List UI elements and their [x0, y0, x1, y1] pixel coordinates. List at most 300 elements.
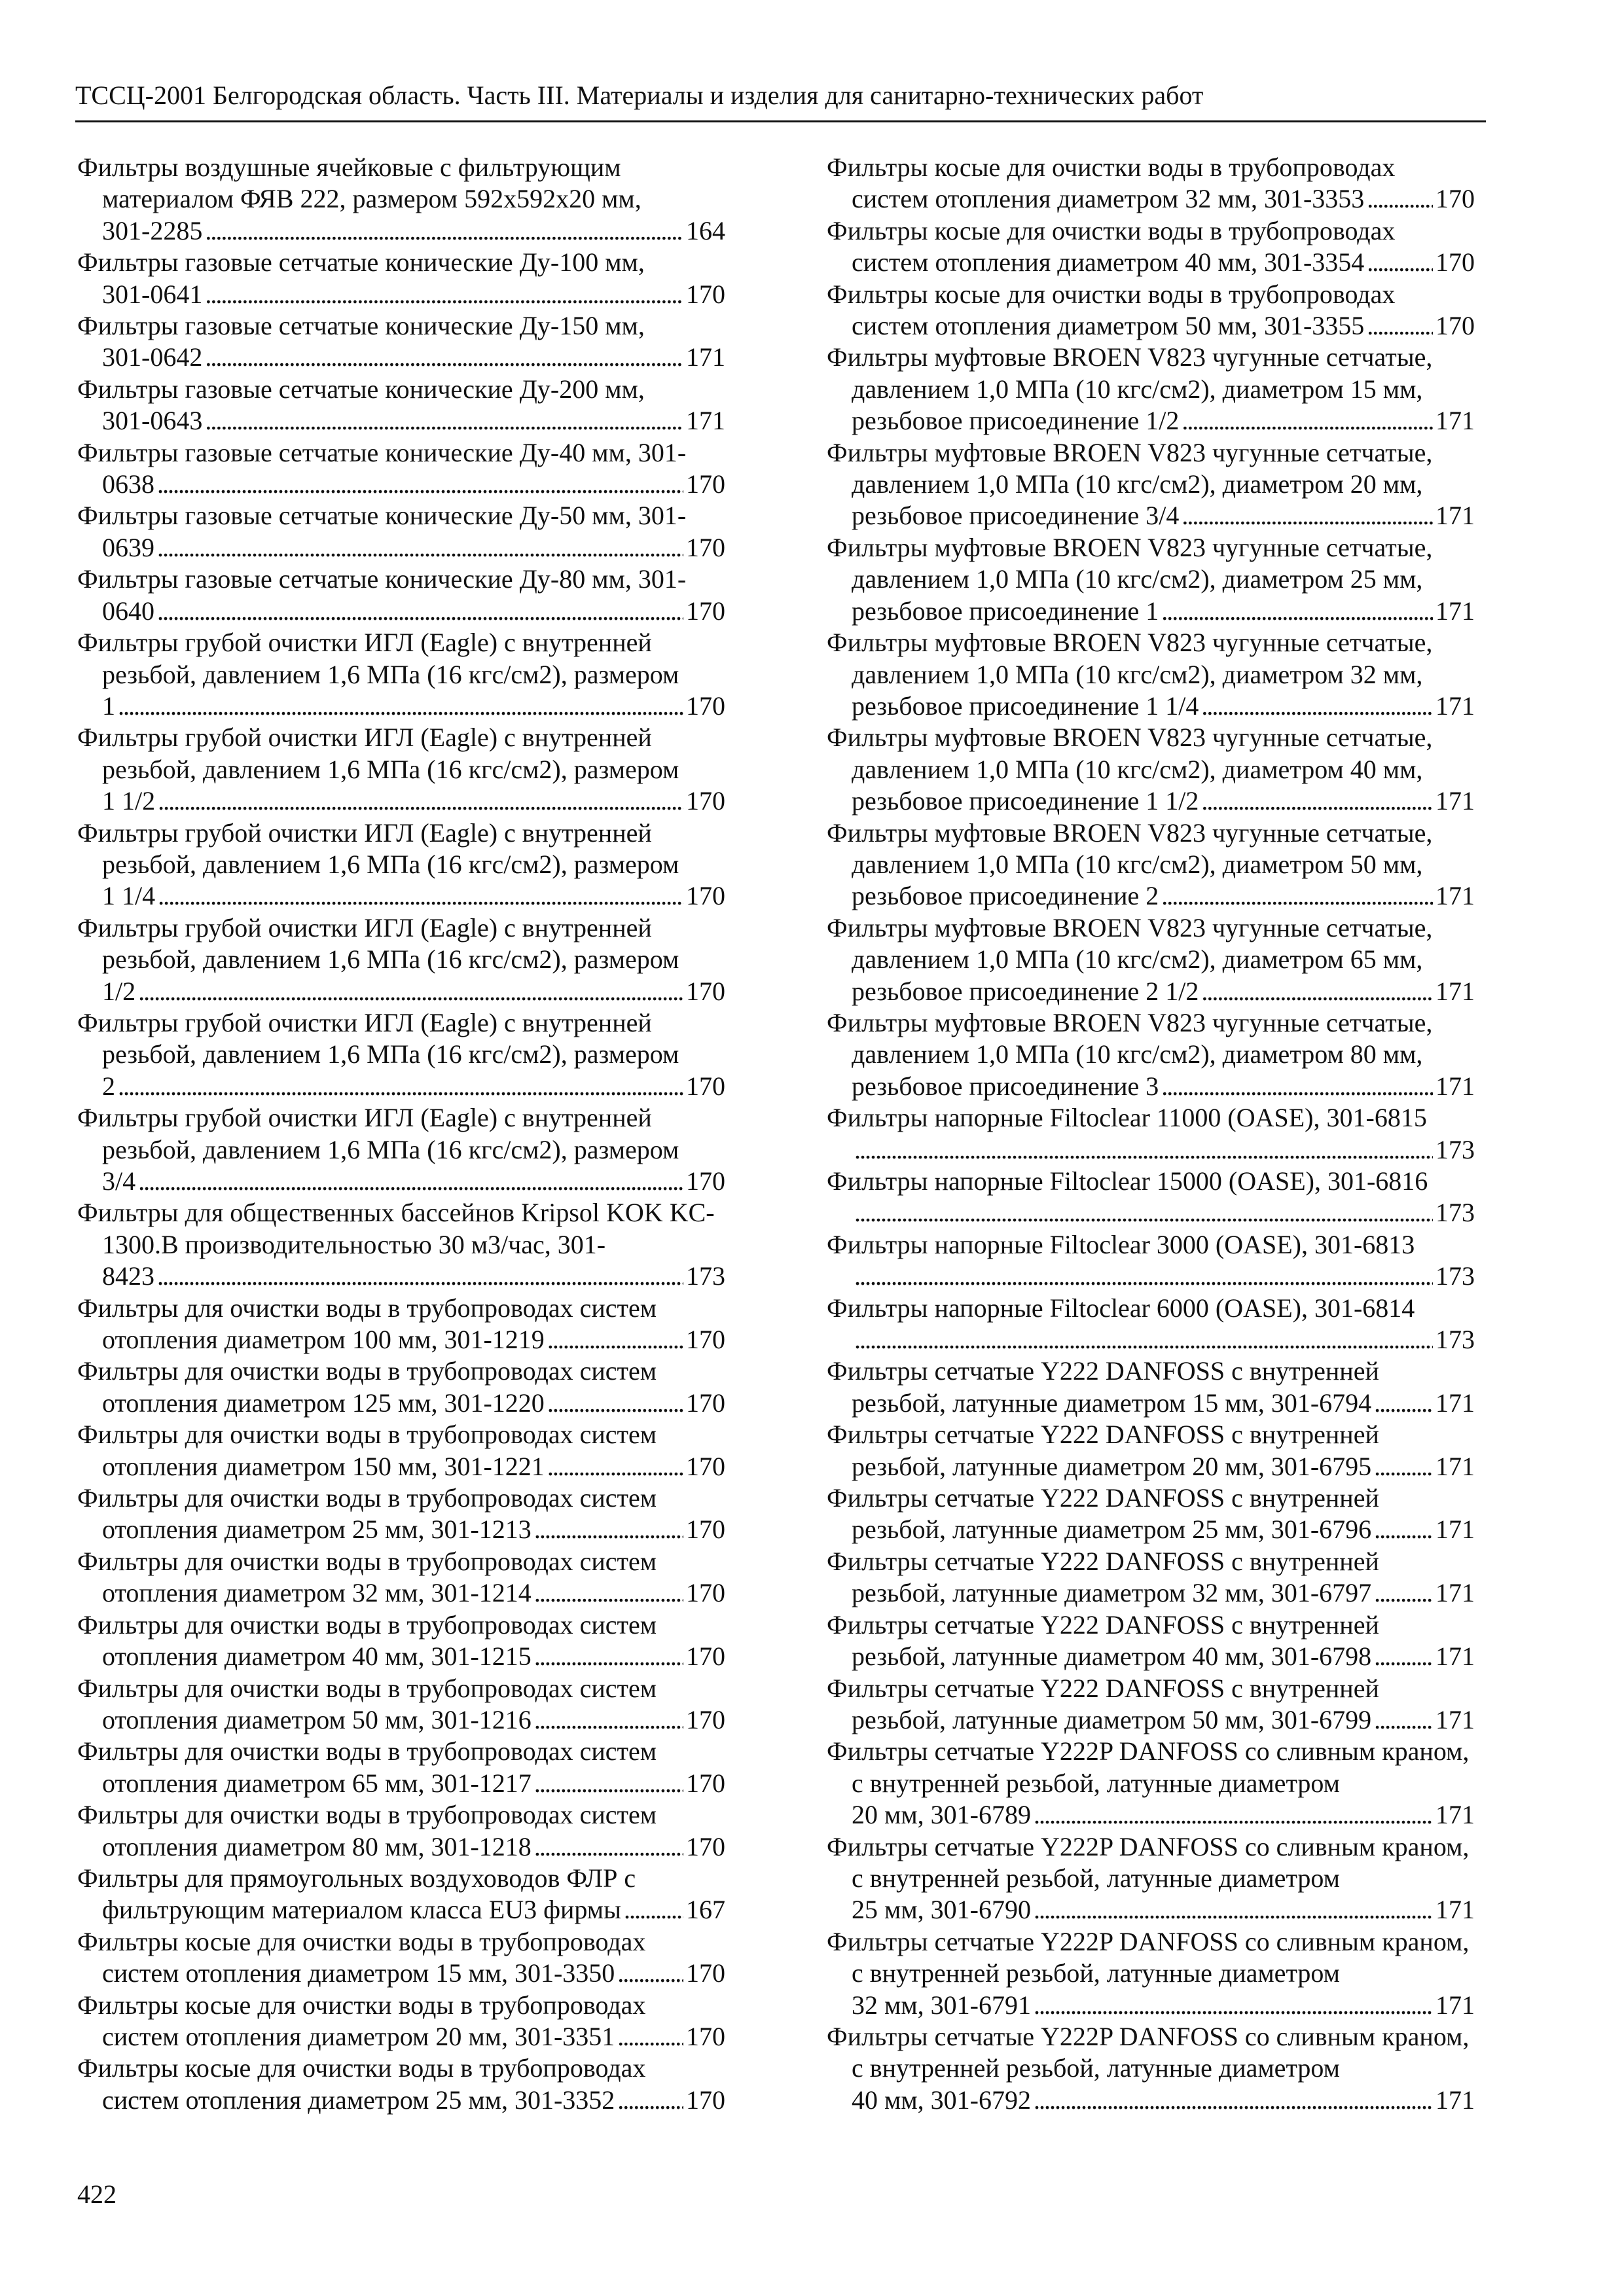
index-entry-tail: резьбой, латунные диаметром 40 мм, 301-6798 — [852, 1641, 1372, 1672]
index-entry-text: Фильтры косые для очистки воды в трубопроводах — [77, 1926, 646, 1956]
index-entry-leader-line — [102, 2085, 725, 2116]
index-entry — [77, 722, 725, 817]
dot-leader — [617, 2085, 683, 2116]
index-entry-text: Фильтры для очистки воды в трубопроводах систем — [77, 1546, 657, 1576]
index-entry-text: Фильтры косые для очистки воды в трубопроводах — [77, 2053, 646, 2083]
index-entry-page-ref: 170 — [686, 976, 725, 1006]
index-entry-tail: отопления диаметром 80 мм, 301-1218 — [102, 1831, 532, 1861]
index-entry — [827, 1736, 1475, 1831]
index-entry-text: Фильтры косые для очистки воды в трубопроводах — [827, 215, 1396, 245]
index-entry-tail: отопления диаметром 25 мм, 301-1213 — [102, 1515, 532, 1545]
index-entry-tail: 301-0643 — [102, 406, 203, 436]
index-entry — [827, 1166, 1475, 1229]
index-entry-tail: резьбовое присоединение 1 — [852, 596, 1159, 626]
index-entry — [827, 1229, 1475, 1293]
index-entry-page-ref: 173 — [686, 1261, 725, 1291]
dot-leader — [1161, 596, 1433, 627]
index-entry-page-ref: 171 — [1435, 501, 1475, 531]
index-entry — [77, 1102, 725, 1197]
index-entry-page-ref: 170 — [686, 2021, 725, 2051]
index-entry-tail: 1 1/4 — [102, 881, 156, 911]
dot-leader — [1374, 1514, 1433, 1545]
index-entry — [77, 627, 725, 722]
index-entry-tail: отопления диаметром 65 мм, 301-1217 — [102, 1768, 532, 1798]
index-entry-text: Фильтры муфтовые BROEN V823 чугунные сетчатые, давлением 1,0 МПа (10 кгс/см2), диаметром 50 мм, — [827, 817, 1433, 879]
index-entry-leader-line — [102, 279, 725, 310]
index-entry-tail: 2 — [102, 1071, 115, 1101]
index-entry — [77, 1990, 725, 2053]
index-entry-tail: резьбой, латунные диаметром 32 мм, 301-6797 — [852, 1578, 1372, 1608]
index-entry-leader-line — [852, 1451, 1475, 1482]
index-entry-page-ref: 170 — [686, 279, 725, 309]
index-entry-page-ref: 171 — [1435, 1071, 1475, 1101]
index-entry-tail: резьбой, латунные диаметром 15 мм, 301-6794 — [852, 1388, 1372, 1418]
index-entry-tail: отопления диаметром 100 мм, 301-1219 — [102, 1325, 545, 1355]
index-entry-tail: 1 — [102, 691, 115, 721]
index-entry-leader-line — [852, 1990, 1475, 2021]
index-entry-text: Фильтры сетчатые Y222 DANFOSS с внутренней — [827, 1420, 1379, 1450]
index-entry — [77, 1926, 725, 1990]
header-rule — [75, 120, 1486, 122]
index-entry-leader-line — [102, 1704, 725, 1736]
index-entry-leader-line — [102, 532, 725, 564]
index-entry-leader-line — [852, 1197, 1475, 1229]
index-entry-leader-line — [852, 691, 1475, 722]
index-entry-leader-line — [852, 1261, 1475, 1292]
index-entry-leader-line — [852, 247, 1475, 278]
dot-leader — [157, 596, 683, 627]
index-entry-text: Фильтры напорные Filtoclear 15000 (OASE), 301-6816 — [827, 1166, 1428, 1196]
index-entry — [827, 817, 1475, 912]
index-entry — [77, 1546, 725, 1609]
index-entry-text: Фильтры косые для очистки воды в трубопроводах — [77, 1990, 646, 2020]
dot-leader — [547, 1451, 683, 1482]
index-entry-text: Фильтры газовые сетчатые конические Ду-200 мм, — [77, 374, 645, 404]
dot-leader — [1034, 2085, 1433, 2116]
index-entry-tail: 301-2285 — [102, 215, 203, 245]
index-entry — [77, 310, 725, 374]
index-entry — [827, 2021, 1475, 2116]
index-entry — [827, 1355, 1475, 1419]
index-entry-page-ref: 171 — [1435, 1895, 1475, 1925]
index-entry-text: Фильтры муфтовые BROEN V823 чугунные сетчатые, давлением 1,0 МПа (10 кгс/см2), диаметром 40 мм, — [827, 723, 1433, 784]
index-entry — [77, 1799, 725, 1863]
index-entry-page-ref: 170 — [686, 1831, 725, 1861]
index-entry-tail: систем отопления диаметром 15 мм, 301-3350 — [102, 1958, 615, 1988]
index-entry-tail: резьбовое присоединение 1 1/2 — [852, 786, 1199, 816]
page-number: 422 — [77, 2179, 117, 2209]
index-entry-page-ref: 171 — [1435, 1990, 1475, 2020]
index-entry — [827, 342, 1475, 437]
index-entry-leader-line — [102, 1514, 725, 1545]
index-entry-leader-line — [102, 215, 725, 247]
index-entry-page-ref: 170 — [686, 532, 725, 562]
index-entry-leader-line — [852, 1577, 1475, 1609]
index-entry — [77, 1673, 725, 1736]
index-entry-tail: резьбовое присоединение 1 1/4 — [852, 691, 1199, 721]
dot-leader — [1374, 1388, 1433, 1419]
index-entry — [77, 1355, 725, 1419]
index-entry-leader-line — [852, 1894, 1475, 1926]
dot-leader — [547, 1388, 683, 1419]
index-entry-leader-line — [102, 1894, 725, 1926]
index-entry-tail: резьбовое присоединение 2 1/2 — [852, 976, 1199, 1006]
index-entry-tail: систем отопления диаметром 40 мм, 301-3354 — [852, 247, 1365, 278]
index-entry-text: Фильтры грубой очистки ИГЛ (Eagle) с внутренней резьбой, давлением 1,6 МПа (16 кгс/см2), размером — [77, 912, 679, 975]
dot-leader — [534, 1514, 683, 1545]
index-entry-page-ref: 171 — [1435, 1800, 1475, 1830]
index-entry-text: Фильтры напорные Filtoclear 3000 (OASE), 301-6813 — [827, 1229, 1415, 1259]
index-entry-text: Фильтры муфтовые BROEN V823 чугунные сетчатые, давлением 1,0 МПа (10 кгс/см2), диаметром 20 мм, — [827, 437, 1433, 499]
index-entry-page-ref: 173 — [1435, 1261, 1475, 1291]
index-entry-tail: 1 1/2 — [102, 786, 156, 816]
index-entry-page-ref: 171 — [1435, 406, 1475, 436]
index-entry-page-ref: 171 — [1435, 691, 1475, 721]
dot-leader — [1034, 1990, 1433, 2021]
index-entry-tail: резьбой, латунные диаметром 20 мм, 301-6795 — [852, 1451, 1372, 1481]
index-entry-page-ref: 170 — [686, 1166, 725, 1196]
index-entry-page-ref: 170 — [686, 1071, 725, 1101]
dot-leader — [1367, 310, 1433, 342]
index-entry-text: Фильтры косые для очистки воды в трубопроводах — [827, 279, 1396, 309]
index-entry-leader-line — [102, 691, 725, 722]
index-entry-tail: резьбовое присоединение 2 — [852, 881, 1159, 911]
index-entry-page-ref: 171 — [1435, 1515, 1475, 1545]
index-entry-leader-line — [852, 1071, 1475, 1102]
index-entry-leader-line — [102, 1641, 725, 1672]
index-entry-page-ref: 170 — [686, 2085, 725, 2115]
index-entry-text: Фильтры муфтовые BROEN V823 чугунные сетчатые, давлением 1,0 МПа (10 кгс/см2), диаметром 15 мм, — [827, 342, 1433, 404]
dot-leader — [157, 1261, 683, 1292]
index-entry-leader-line — [102, 1388, 725, 1419]
index-entry-text: Фильтры сетчатые Y222P DANFOSS со сливным краном, с внутренней резьбой, латунные диаметром — [827, 1736, 1470, 1798]
index-entry-tail: 301-0642 — [102, 342, 203, 372]
dot-leader — [1182, 405, 1433, 437]
index-entry-text: Фильтры газовые сетчатые конические Ду-40 мм, 301- — [77, 437, 687, 467]
index-entry-leader-line — [102, 976, 725, 1007]
dot-leader — [1374, 1451, 1433, 1482]
index-entry-leader-line — [852, 405, 1475, 437]
index-entry-leader-line — [852, 310, 1475, 342]
index-entry-page-ref: 171 — [1435, 1704, 1475, 1734]
index-entry-leader-line — [852, 1134, 1475, 1166]
index-entry-text: Фильтры грубой очистки ИГЛ (Eagle) с внутренней резьбой, давлением 1,6 МПа (16 кгс/см2), размером — [77, 1103, 679, 1164]
index-entry-text: Фильтры напорные Filtoclear 6000 (OASE), 301-6814 — [827, 1293, 1415, 1323]
index-entry-page-ref: 170 — [686, 1641, 725, 1672]
index-entry-text: Фильтры газовые сетчатые конические Ду-100 мм, — [77, 247, 645, 278]
index-entry — [77, 1609, 725, 1673]
index-entry-leader-line — [102, 1768, 725, 1799]
index-entry-text: Фильтры для очистки воды в трубопроводах систем — [77, 1483, 657, 1513]
index-entry-text: Фильтры воздушные ячейковые с фильтрующим материалом ФЯВ 222, размером 592х592х20 мм, — [77, 152, 641, 214]
index-entry-page-ref: 170 — [686, 1704, 725, 1734]
index-entry — [77, 817, 725, 912]
index-entry-text: Фильтры сетчатые Y222P DANFOSS со сливным краном, с внутренней резьбой, латунные диаметром — [827, 2021, 1470, 2083]
index-entry-tail: резьбой, латунные диаметром 50 мм, 301-6799 — [852, 1704, 1372, 1734]
index-entry-tail: 0638 — [102, 469, 154, 499]
dot-leader — [1034, 1894, 1433, 1926]
index-entry-leader-line — [852, 1641, 1475, 1672]
index-entry-text: Фильтры для очистки воды в трубопроводах систем — [77, 1736, 657, 1767]
index-entry-tail: резьбовое присоединение 3 — [852, 1071, 1159, 1101]
index-entry — [77, 374, 725, 437]
index-entry-tail: 3/4 — [102, 1166, 136, 1196]
index-entry-text: Фильтры грубой очистки ИГЛ (Eagle) с внутренней резьбой, давлением 1,6 МПа (16 кгс/см2), размером — [77, 628, 679, 689]
index-entry-page-ref: 170 — [1435, 247, 1475, 278]
index-entry — [77, 247, 725, 310]
dot-leader — [1182, 500, 1433, 531]
index-entry — [827, 1102, 1475, 1166]
index-entry-leader-line — [102, 1324, 725, 1355]
dot-leader — [617, 2021, 683, 2053]
index-entry — [827, 1482, 1475, 1546]
index-entry-leader-line — [852, 1324, 1475, 1355]
dot-leader — [1367, 183, 1433, 215]
index-entry-page-ref: 173 — [1435, 1198, 1475, 1228]
index-entry-leader-line — [102, 596, 725, 627]
index-entry-text: Фильтры напорные Filtoclear 11000 (OASE), 301-6815 — [827, 1103, 1427, 1133]
index-entry-leader-line — [102, 342, 725, 373]
index-entry-text: Фильтры косые для очистки воды в трубопроводах — [827, 152, 1396, 182]
dot-leader — [617, 1958, 683, 1989]
index-entry-text: Фильтры для очистки воды в трубопроводах систем — [77, 1673, 657, 1703]
index-entry-page-ref: 164 — [686, 215, 725, 245]
index-entry-page-ref: 170 — [686, 1958, 725, 1988]
index-entry-leader-line — [102, 1451, 725, 1482]
dot-leader — [534, 1768, 683, 1799]
index-entry-page-ref: 170 — [686, 596, 725, 626]
index-entry — [827, 912, 1475, 1007]
index-entry-tail: отопления диаметром 125 мм, 301-1220 — [102, 1388, 545, 1418]
index-entry-leader-line — [102, 1831, 725, 1863]
index-entry-tail: 20 мм, 301-6789 — [852, 1800, 1031, 1830]
index-entry-tail: фильтрующим материалом класса EU3 фирмы — [102, 1895, 621, 1925]
dot-leader — [854, 1261, 1433, 1292]
index-entry-leader-line — [852, 785, 1475, 817]
index-entry — [77, 1293, 725, 1356]
index-entry-leader-line — [852, 596, 1475, 627]
dot-leader — [1161, 1071, 1433, 1102]
index-entry-page-ref: 170 — [686, 691, 725, 721]
index-entry-tail: систем отопления диаметром 20 мм, 301-3351 — [102, 2021, 615, 2051]
index-entry — [827, 1831, 1475, 1926]
index-entry-page-ref: 171 — [686, 342, 725, 372]
index-entry-leader-line — [852, 2085, 1475, 2116]
index-column-right — [827, 152, 1475, 2116]
dot-leader — [534, 1831, 683, 1863]
index-column-left — [77, 152, 725, 2116]
index-entry-text: Фильтры сетчатые Y222 DANFOSS с внутренней — [827, 1356, 1379, 1386]
index-entry — [77, 1736, 725, 1799]
index-entry-text: Фильтры грубой очистки ИГЛ (Eagle) с внутренней резьбой, давлением 1,6 МПа (16 кгс/см2), размером — [77, 723, 679, 784]
dot-leader — [547, 1324, 683, 1355]
index-entry-page-ref: 170 — [686, 1768, 725, 1798]
index-entry — [77, 1007, 725, 1102]
index-entry-text: Фильтры газовые сетчатые конические Ду-150 мм, — [77, 311, 645, 341]
index-entry-text: Фильтры для очистки воды в трубопроводах систем — [77, 1420, 657, 1450]
index-entry-leader-line — [102, 1261, 725, 1292]
index-entry — [827, 1007, 1475, 1102]
dot-leader — [1201, 976, 1433, 1007]
index-entry — [77, 1197, 725, 1292]
index-entry — [827, 215, 1475, 279]
index-entry-tail: резьбовое присоединение 3/4 — [852, 501, 1180, 531]
dot-leader — [1034, 1799, 1433, 1831]
index-entry — [827, 627, 1475, 722]
index-entry-text: Фильтры сетчатые Y222P DANFOSS со сливным краном, с внутренней резьбой, латунные диаметром — [827, 1926, 1470, 1988]
index-entry — [827, 279, 1475, 342]
dot-leader — [138, 976, 683, 1007]
index-entry — [77, 564, 725, 627]
dot-leader — [158, 785, 683, 817]
dot-leader — [534, 1704, 683, 1736]
index-entry-page-ref: 171 — [1435, 2085, 1475, 2115]
index-entry-tail: отопления диаметром 40 мм, 301-1215 — [102, 1641, 532, 1672]
dot-leader — [1374, 1641, 1433, 1672]
dot-leader — [205, 342, 683, 373]
index-entry-tail: отопления диаметром 50 мм, 301-1216 — [102, 1704, 532, 1734]
index-entry-page-ref: 171 — [1435, 1641, 1475, 1672]
index-entry — [827, 1926, 1475, 2021]
index-entry-tail: 8423 — [102, 1261, 154, 1291]
index-entry — [827, 1673, 1475, 1736]
index-entry-page-ref: 167 — [686, 1895, 725, 1925]
index-entry-page-ref: 170 — [686, 1325, 725, 1355]
index-entry-leader-line — [102, 1071, 725, 1102]
index-entry-page-ref: 170 — [686, 786, 725, 816]
index-entry-tail: 32 мм, 301-6791 — [852, 1990, 1031, 2020]
index-entry-leader-line — [102, 1166, 725, 1197]
index-entry-text: Фильтры грубой очистки ИГЛ (Eagle) с внутренней резьбой, давлением 1,6 МПа (16 кгс/см2), размером — [77, 1007, 679, 1069]
index-entry-text: Фильтры для общественных бассейнов Kripsol KOK KC-1300.B производительностью 30 м3/час, 301- — [77, 1198, 715, 1259]
dot-leader — [118, 1071, 683, 1102]
index-entry-tail: отопления диаметром 32 мм, 301-1214 — [102, 1578, 532, 1608]
index-entry-text: Фильтры сетчатые Y222 DANFOSS с внутренней — [827, 1483, 1379, 1513]
dot-leader — [1201, 691, 1433, 722]
index-entry-text: Фильтры сетчатые Y222P DANFOSS со сливным краном, с внутренней резьбой, латунные диаметром — [827, 1831, 1470, 1893]
dot-leader — [854, 1324, 1433, 1355]
index-entry-text: Фильтры для очистки воды в трубопроводах систем — [77, 1356, 657, 1386]
index-entry — [77, 1863, 725, 1926]
dot-leader — [1201, 785, 1433, 817]
index-entry-page-ref: 173 — [1435, 1134, 1475, 1164]
index-entry-text: Фильтры для прямоугольных воздуховодов ФЛР с — [77, 1863, 636, 1893]
index-entry-leader-line — [852, 183, 1475, 215]
index-entry — [77, 1419, 725, 1482]
index-entry — [827, 152, 1475, 215]
dot-leader — [138, 1166, 683, 1197]
index-entry-tail: систем отопления диаметром 32 мм, 301-3353 — [852, 184, 1365, 214]
index-entry-tail: систем отопления диаметром 50 мм, 301-3355 — [852, 311, 1365, 341]
index-entry — [77, 912, 725, 1007]
index-entry — [827, 1546, 1475, 1609]
index-entry-leader-line — [852, 1514, 1475, 1545]
index-entry-page-ref: 171 — [1435, 1388, 1475, 1418]
index-entry-page-ref: 170 — [686, 1515, 725, 1545]
index-entry-leader-line — [102, 2021, 725, 2053]
index-entry-tail: систем отопления диаметром 25 мм, 301-3352 — [102, 2085, 615, 2115]
index-entry-tail: 25 мм, 301-6790 — [852, 1895, 1031, 1925]
index-entry-leader-line — [102, 785, 725, 817]
index-entry — [77, 2053, 725, 2116]
index-entry-text: Фильтры газовые сетчатые конические Ду-80 мм, 301- — [77, 564, 687, 594]
index-entry — [77, 152, 725, 247]
index-entry-text: Фильтры газовые сетчатые конические Ду-50 мм, 301- — [77, 501, 687, 531]
index-entry-tail: резьбовое присоединение 1/2 — [852, 406, 1180, 436]
index-entry — [77, 500, 725, 564]
dot-leader — [118, 691, 683, 722]
index-entry-tail: 301-0641 — [102, 279, 203, 309]
index-entry-page-ref: 170 — [686, 1451, 725, 1481]
dot-leader — [1374, 1704, 1433, 1736]
index-entry-text: Фильтры для очистки воды в трубопроводах систем — [77, 1293, 657, 1323]
dot-leader — [1161, 880, 1433, 912]
dot-leader — [205, 279, 683, 310]
index-entry-tail: 0639 — [102, 532, 154, 562]
index-entry-page-ref: 170 — [1435, 184, 1475, 214]
index-entry-text: Фильтры для очистки воды в трубопроводах систем — [77, 1609, 657, 1640]
index-entry-page-ref: 170 — [686, 1388, 725, 1418]
index-entry — [827, 722, 1475, 817]
dot-leader — [1374, 1577, 1433, 1609]
index-entry — [827, 1609, 1475, 1673]
index-entry-page-ref: 173 — [1435, 1325, 1475, 1355]
index-entry-leader-line — [102, 880, 725, 912]
running-header: ТССЦ-2001 Белгородская область. Часть III. Материалы и изделия для санитарно-технических работ — [75, 81, 1204, 110]
index-entry-leader-line — [102, 1577, 725, 1609]
dot-leader — [157, 532, 683, 564]
index-entry-tail: 0640 — [102, 596, 154, 626]
index-entry-leader-line — [102, 469, 725, 500]
index-entry-text: Фильтры грубой очистки ИГЛ (Eagle) с внутренней резьбой, давлением 1,6 МПа (16 кгс/см2), размером — [77, 817, 679, 879]
index-entry-page-ref: 170 — [686, 1578, 725, 1608]
index-entry-page-ref: 170 — [686, 469, 725, 499]
index-entry-page-ref: 171 — [1435, 1451, 1475, 1481]
index-entry-tail: 1/2 — [102, 976, 136, 1006]
index-entry — [827, 1419, 1475, 1482]
index-entry-text: Фильтры муфтовые BROEN V823 чугунные сетчатые, давлением 1,0 МПа (10 кгс/см2), диаметром 80 мм, — [827, 1007, 1433, 1069]
index-entry-text: Фильтры муфтовые BROEN V823 чугунные сетчатые, давлением 1,0 МПа (10 кгс/см2), диаметром 25 мм, — [827, 532, 1433, 594]
index-entry-leader-line — [102, 405, 725, 437]
index-entry-text: Фильтры сетчатые Y222 DANFOSS с внутренней — [827, 1673, 1379, 1703]
index-entry-page-ref: 171 — [1435, 1578, 1475, 1608]
index-entry-leader-line — [852, 1799, 1475, 1831]
index-entry-page-ref: 171 — [1435, 976, 1475, 1006]
index-entry-text: Фильтры муфтовые BROEN V823 чугунные сетчатые, давлением 1,0 МПа (10 кгс/см2), диаметром 32 мм, — [827, 628, 1433, 689]
index-entry-page-ref: 170 — [686, 881, 725, 911]
dot-leader — [158, 880, 683, 912]
dot-leader — [157, 469, 683, 500]
dot-leader — [205, 405, 683, 437]
index-entry-leader-line — [102, 1958, 725, 1989]
index-entry-text: Фильтры сетчатые Y222 DANFOSS с внутренней — [827, 1609, 1379, 1640]
index-entry-page-ref: 171 — [686, 406, 725, 436]
index-entry — [827, 437, 1475, 532]
dot-leader — [854, 1197, 1433, 1229]
dot-leader — [1367, 247, 1433, 278]
index-entry-leader-line — [852, 1388, 1475, 1419]
index-entry-page-ref: 171 — [1435, 881, 1475, 911]
index-entry-tail: резьбой, латунные диаметром 25 мм, 301-6796 — [852, 1515, 1372, 1545]
index-entry-leader-line — [852, 976, 1475, 1007]
index-entry-leader-line — [852, 880, 1475, 912]
index-entry-page-ref: 171 — [1435, 786, 1475, 816]
index-entry-text: Фильтры для очистки воды в трубопроводах систем — [77, 1800, 657, 1830]
dot-leader — [854, 1134, 1433, 1166]
index-entry-tail: 40 мм, 301-6792 — [852, 2085, 1031, 2115]
dot-leader — [624, 1894, 683, 1926]
index-entry-leader-line — [852, 1704, 1475, 1736]
